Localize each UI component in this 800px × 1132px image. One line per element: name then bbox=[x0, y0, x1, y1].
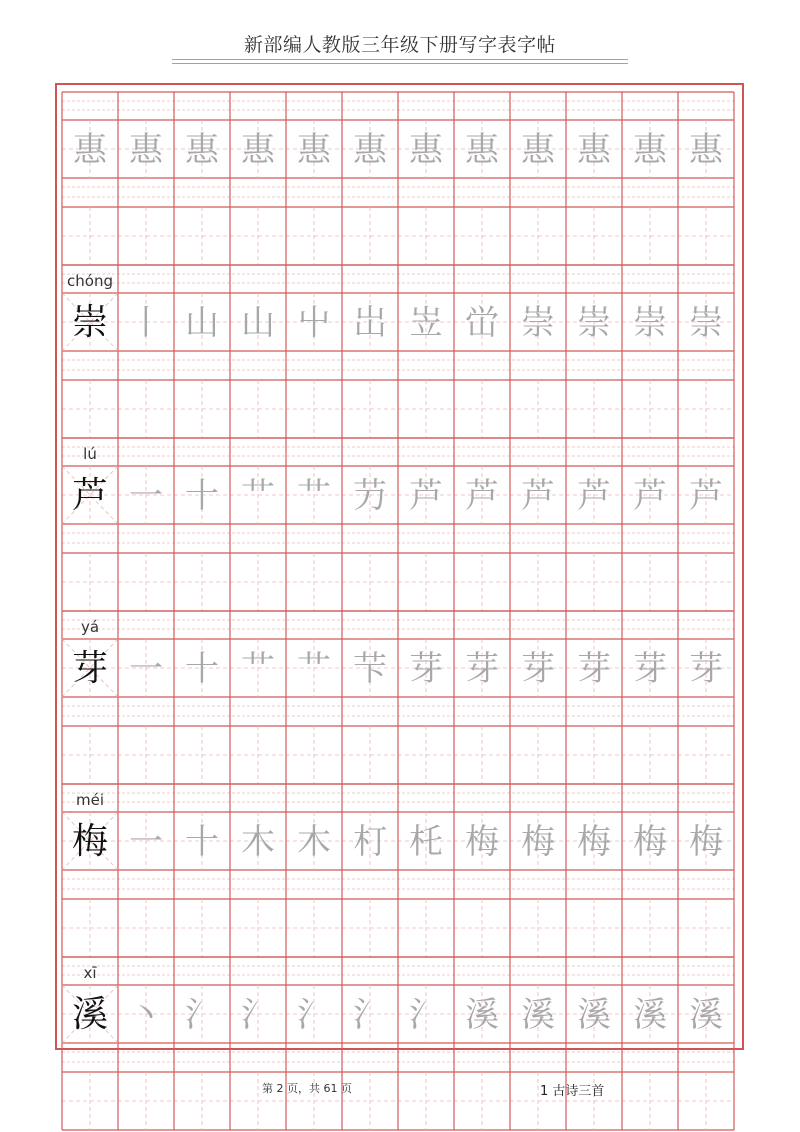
trace-character: 氵 bbox=[409, 995, 443, 1035]
trace-character: 芦 bbox=[577, 476, 611, 516]
trace-character: 氵 bbox=[185, 995, 219, 1035]
trace-character: 一 bbox=[129, 476, 163, 516]
trace-character: 丶 bbox=[129, 995, 163, 1035]
trace-character: 艹 bbox=[297, 649, 331, 689]
trace-character: 芦 bbox=[465, 476, 499, 516]
trace-character: 芦 bbox=[521, 476, 555, 516]
trace-character: 梅 bbox=[577, 822, 611, 862]
trace-character: 崇 bbox=[633, 303, 667, 343]
trace-character: 芐 bbox=[353, 649, 387, 689]
trace-character: 惠 bbox=[185, 130, 219, 170]
trace-character: 芽 bbox=[409, 649, 443, 689]
trace-character: 芽 bbox=[577, 649, 611, 689]
trace-character: 芽 bbox=[689, 649, 723, 689]
trace-character: 十 bbox=[185, 649, 219, 689]
trace-character: 惠 bbox=[521, 130, 555, 170]
pinyin-label: chóng bbox=[67, 272, 113, 290]
pinyin-label: xī bbox=[83, 964, 97, 982]
trace-character: 峃 bbox=[465, 303, 499, 343]
trace-character: 木 bbox=[241, 822, 275, 862]
trace-character: 氵 bbox=[241, 995, 275, 1035]
trace-character: 艹 bbox=[297, 476, 331, 516]
trace-character: 十 bbox=[185, 476, 219, 516]
trace-character: 芦 bbox=[689, 476, 723, 516]
trace-character: 艹 bbox=[241, 476, 275, 516]
trace-character: 惠 bbox=[689, 130, 723, 170]
trace-character: 溪 bbox=[689, 995, 723, 1035]
trace-character: 杔 bbox=[409, 822, 443, 862]
trace-character: 溪 bbox=[521, 995, 555, 1035]
trace-character: 屮 bbox=[297, 303, 331, 343]
model-character: 梅 bbox=[71, 821, 109, 862]
trace-character: 崇 bbox=[577, 303, 611, 343]
trace-character: 山 bbox=[185, 303, 219, 343]
pinyin-label: lú bbox=[83, 445, 97, 463]
trace-character: 一 bbox=[129, 822, 163, 862]
trace-character: 惠 bbox=[129, 130, 163, 170]
trace-character: 惠 bbox=[633, 130, 667, 170]
trace-character: 溪 bbox=[465, 995, 499, 1035]
trace-character: 芦 bbox=[409, 476, 443, 516]
trace-character: 惠 bbox=[353, 130, 387, 170]
trace-character: 梅 bbox=[465, 822, 499, 862]
trace-character: 梅 bbox=[689, 822, 723, 862]
trace-character: 朾 bbox=[353, 822, 387, 862]
trace-character: 山 bbox=[241, 303, 275, 343]
trace-character: 崇 bbox=[689, 303, 723, 343]
document-title: 新部编人教版三年级下册写字表字帖 bbox=[243, 34, 556, 56]
trace-character: 岀 bbox=[353, 303, 387, 343]
trace-character: 溪 bbox=[633, 995, 667, 1035]
trace-character: 芦 bbox=[633, 476, 667, 516]
trace-character: 木 bbox=[297, 822, 331, 862]
trace-character: 惠 bbox=[577, 130, 611, 170]
trace-character: 芽 bbox=[465, 649, 499, 689]
page-number: 第 2 页，共 61 页 bbox=[262, 1082, 352, 1095]
trace-character: 惠 bbox=[465, 130, 499, 170]
trace-character: 氵 bbox=[297, 995, 331, 1035]
trace-character: 岦 bbox=[409, 303, 443, 343]
trace-character: 惠 bbox=[241, 130, 275, 170]
trace-character: 梅 bbox=[521, 822, 555, 862]
trace-character: 惠 bbox=[297, 130, 331, 170]
trace-character: 溪 bbox=[577, 995, 611, 1035]
trace-character: 崇 bbox=[521, 303, 555, 343]
trace-character: 氵 bbox=[353, 995, 387, 1035]
trace-character: 惠 bbox=[73, 130, 107, 170]
trace-character: 丨 bbox=[129, 303, 163, 343]
model-character: 芽 bbox=[71, 648, 109, 689]
trace-character: 艹 bbox=[241, 649, 275, 689]
trace-character: 芀 bbox=[353, 476, 387, 516]
trace-character: 惠 bbox=[409, 130, 443, 170]
pinyin-label: yá bbox=[80, 618, 100, 636]
pinyin-label: méi bbox=[75, 791, 105, 809]
model-character: 崇 bbox=[71, 302, 109, 343]
model-character: 溪 bbox=[71, 994, 109, 1035]
trace-character: 梅 bbox=[633, 822, 667, 862]
section-label: 1 古诗三首 bbox=[540, 1084, 605, 1099]
trace-character: 一 bbox=[129, 649, 163, 689]
trace-character: 芽 bbox=[521, 649, 555, 689]
model-character: 芦 bbox=[71, 475, 109, 516]
trace-character: 芽 bbox=[633, 649, 667, 689]
trace-character: 十 bbox=[185, 822, 219, 862]
